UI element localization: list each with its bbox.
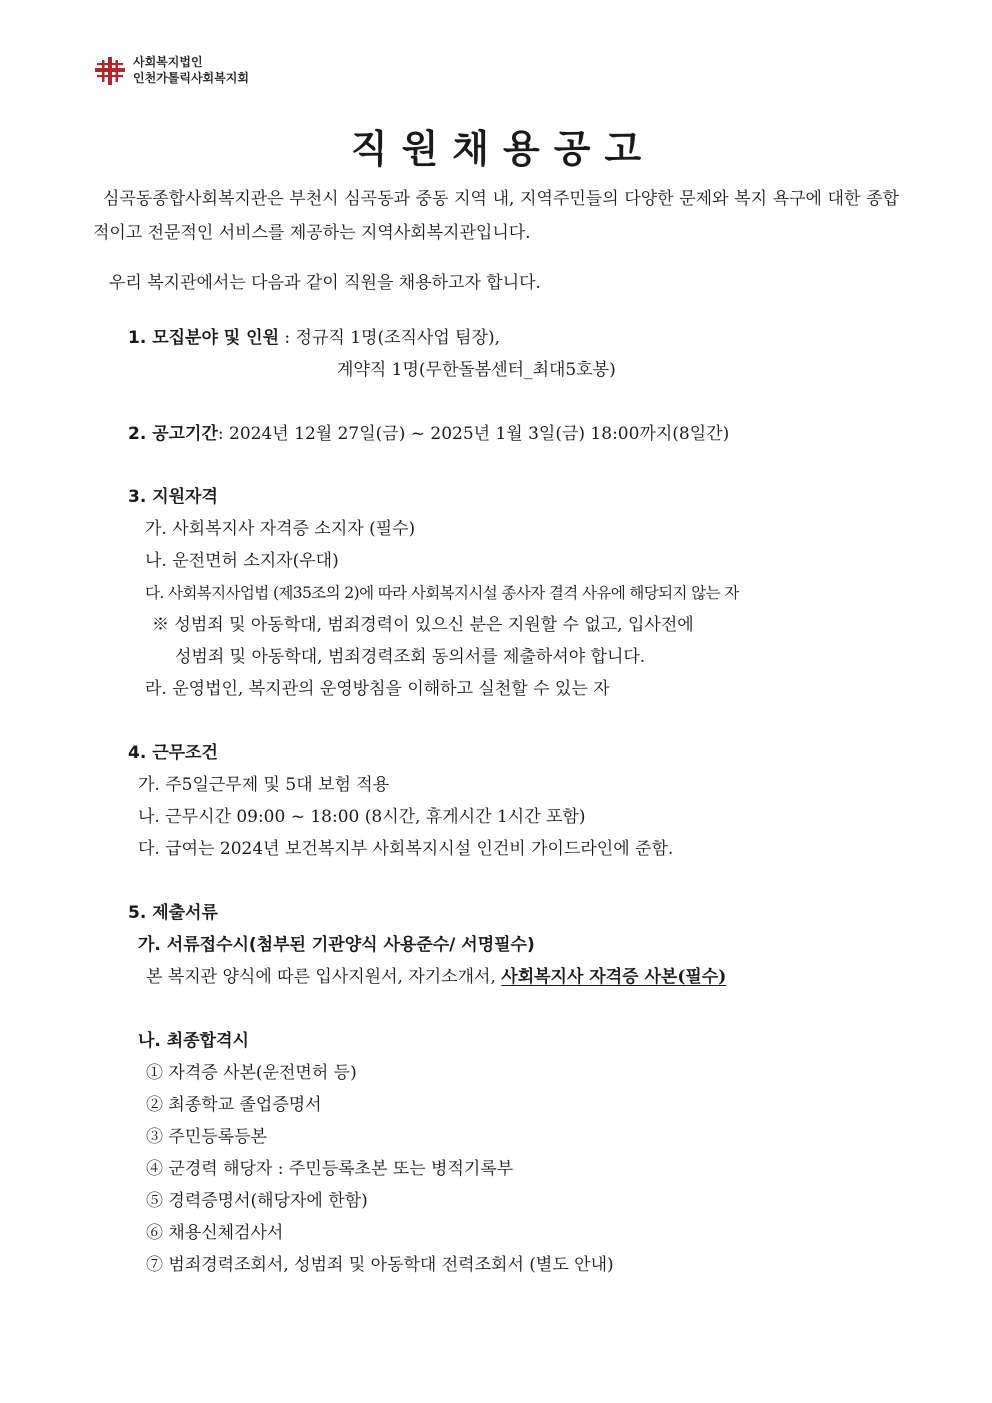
final-doc-5: ⑤ 경력증명서(해당자에 한함) [146, 1191, 368, 1211]
section-2 [128, 423, 729, 445]
organization-name [133, 54, 249, 86]
section-1-line-2: 계약직 1명(무한돌봄센터_최대5호봉) [337, 360, 616, 380]
final-doc-3: ③ 주민등록등본 [146, 1127, 267, 1147]
section-4-heading: 4. 근무조건 [128, 743, 218, 763]
section-4-item-a: 가. 주5일근무제 및 5대 보험 적용 [138, 775, 390, 795]
section-2-heading: 2. 공고기간 [128, 424, 218, 444]
section-3-item-d: 라. 운영법인, 복지관의 운영방침을 이해하고 실천할 수 있는 자 [145, 679, 610, 699]
section-5-sub-a-text [146, 966, 726, 988]
final-doc-6: ⑥ 채용신체검사서 [146, 1223, 284, 1243]
required-certificate-emphasis: 사회복지사 자격증 사본(필수) [501, 967, 727, 987]
final-doc-4: ④ 군경력 해당자 : 주민등록초본 또는 병적기록부 [146, 1159, 514, 1179]
section-4-item-b: 나. 근무시간 09:00 ~ 18:00 (8시간, 휴게시간 1시간 포함) [138, 807, 586, 827]
catholic-cross-logo-icon [93, 56, 127, 86]
required-documents-text: 본 복지관 양식에 따른 입사지원서, 자기소개서, [146, 967, 496, 987]
intro-paragraph: 심곡동종합사회복지관은 부천시 심곡동과 중동 지역 내, 지역주민들의 다양한 문제와 복지 욕구에 대한 종합적이고 전문적인 서비스를 제공하는 지역사회복지관입니다. [93, 189, 899, 243]
section-5-heading: 5. 제출서류 [128, 903, 218, 923]
section-2-text: : 2024년 12월 27일(금) ~ 2025년 1월 3일(금) 18:00까지(8일간) [217, 424, 730, 444]
section-5-sub-a: 가. 서류접수시(첨부된 기관양식 사용준수/ 서명필수) [138, 935, 535, 955]
section-3-note-1: ※ 성범죄 및 아동학대, 범죄경력이 있으신 분은 지원할 수 없고, 입사전에 [152, 615, 694, 635]
section-3-heading: 3. 지원자격 [128, 487, 218, 507]
org-line-1: 사회복지법인 [133, 55, 203, 69]
page-title: 직원채용공고 [350, 126, 656, 171]
section-5-sub-b: 나. 최종합격시 [138, 1031, 249, 1051]
section-3-item-a: 가. 사회복지사 자격증 소지자 (필수) [145, 519, 416, 539]
section-1 [128, 327, 500, 349]
section-3-item-b: 나. 운전면허 소지자(우대) [145, 551, 339, 571]
final-doc-1: ① 자격증 사본(운전면허 등) [146, 1063, 357, 1083]
intro-statement: 우리 복지관에서는 다음과 같이 직원을 채용하고자 합니다. [109, 273, 541, 293]
section-1-separator: : [279, 328, 296, 348]
section-1-line-1: 정규직 1명(조직사업 팀장), [295, 328, 501, 348]
section-3-note-2: 성범죄 및 아동학대, 범죄경력조회 동의서를 제출하셔야 합니다. [175, 647, 646, 667]
section-4-item-c: 다. 급여는 2024년 보건복지부 사회복지시설 인건비 가이드라인에 준함. [138, 839, 674, 859]
section-1-heading: 1. 모집분야 및 인원 [128, 328, 279, 348]
final-doc-7: ⑦ 범죄경력조회서, 성범죄 및 아동학대 전력조회서 (별도 안내) [146, 1255, 614, 1275]
final-doc-2: ② 최종학교 졸업증명서 [146, 1095, 322, 1115]
section-3-item-c: 다. 사회복지사업법 (제35조의 2)에 따라 사회복지시설 종사자 결격 사유에 해당되지 않는 자 [145, 584, 739, 602]
org-line-2: 인천가톨릭사회복지회 [133, 71, 249, 85]
